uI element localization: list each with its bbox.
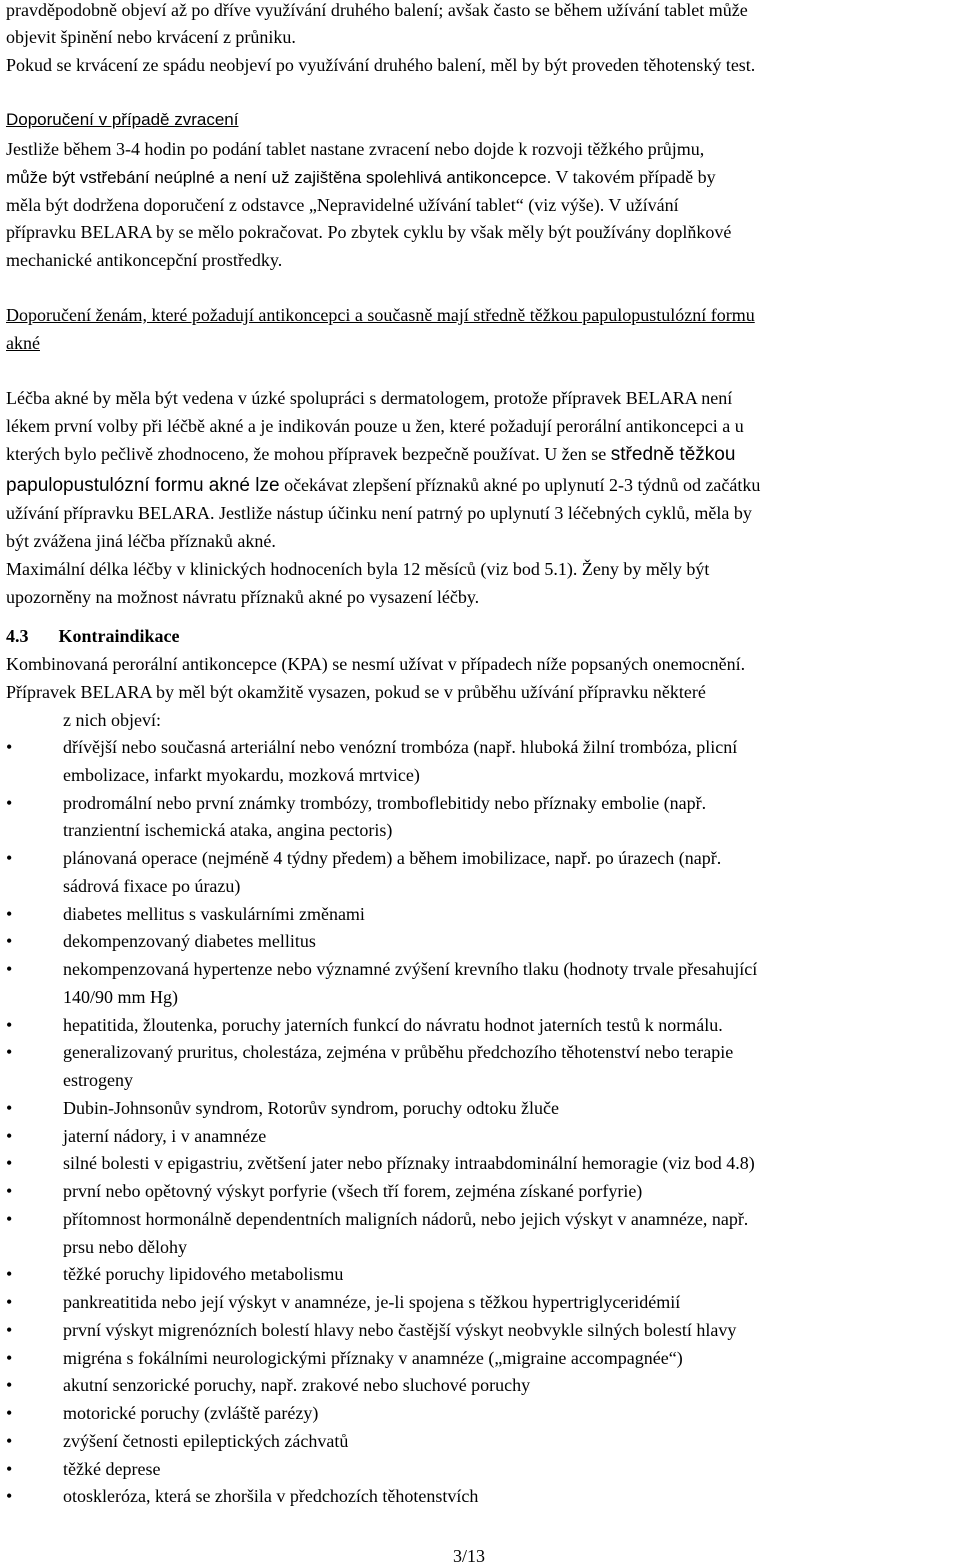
list-item: nekompenzovaná hypertenze nebo významné zvýšení krevního tlaku (hodnoty trvale přesahující [63,959,758,979]
paragraph-line: z nich objeví: [63,710,161,730]
bullet-icon: • [6,1292,13,1312]
list-item: akutní senzorické poruchy, např. zrakové nebo sluchové poruchy [63,1375,531,1396]
bullet-icon: • [6,1347,13,1368]
list-item-continuation: embolizace, infarkt myokardu, mozková mrtvice) [63,764,420,785]
bullet-icon: • [6,1097,13,1118]
bullet-icon: • [6,848,13,868]
bullet-icon: • [6,792,13,813]
paragraph-fragment: Po zbytek cyklu by však měly být používány doplňkové [322,222,732,242]
list-item: dekompenzovaný diabetes mellitus [63,931,316,952]
intro-line: pravděpodobně objeví až po dříve využívání druhého balení; avšak často se během užívání tablet může [6,0,748,20]
paragraph-line: být zvážena jiná léčba příznaků akné. [6,531,276,551]
list-item: přítomnost hormonálně dependentních maligních nádorů, nebo jejich výskyt v anamnéze, např. [63,1208,749,1229]
paragraph-fragment: přípravku BELARA by se mělo pokračovat. [6,222,323,242]
bullet-icon: • [6,1042,13,1063]
paragraph-line: Léčba akné by měla být vedena v úzké spolupráci s dermatologem, protože přípravek BELARA není [6,388,733,408]
list-item: první nebo opětovný výskyt porfyrie (všech tří forem, zejména získané porfyrie) [63,1181,643,1201]
list-item-continuation: prsu nebo dělohy [63,1236,187,1257]
list-item: Dubin-Johnsonův syndrom, Rotorův syndrom, poruchy odtoku žluče [63,1097,559,1118]
list-item: motorické poruchy (zvláště parézy) [63,1403,319,1423]
list-item: otoskleróza, která se zhoršila v předchozích těhotenstvích [63,1486,479,1507]
bullet-icon: • [6,903,13,924]
paragraph-fragment: V takovém případě by [551,167,716,187]
list-item: dřívější nebo současná arteriální nebo venózní trombóza (např. hluboká žilní trombóza, plicní [63,737,738,757]
paragraph-line [6,475,760,496]
list-item: silné bolesti v epigastriu, zvětšení jater nebo příznaky intraabdominální hemoragie (viz bod 4.8) [63,1153,755,1174]
bullet-icon: • [6,1375,13,1396]
paragraph-line [6,444,735,465]
paragraph-fragment: kterých bylo pečlivě zhodnoceno, že mohou přípravek bezpečně používat. U žen se [6,444,611,464]
paragraph-line [6,167,716,188]
bullet-icon: • [6,737,13,757]
list-item: generalizovaný pruritus, cholestáza, zejména v průběhu předchozího těhotenství nebo terapie [63,1042,734,1063]
bullet-icon: • [6,1319,13,1340]
paragraph-fragment: středně těžkou [610,444,736,465]
bullet-icon: • [6,1264,13,1285]
section-title: Kontraindikace [58,626,180,646]
list-item-continuation: sádrová fixace po úrazu) [63,875,241,896]
paragraph-line: lékem první volby při léčbě akné a je indikován pouze u žen, které požadují perorální antikoncepci a u [6,416,744,436]
paragraph-line: Jestliže během 3-4 hodin po podání tablet nastane zvracení nebo dojde k rozvoji těžkého průjmu, [6,139,705,159]
list-item-continuation: estrogeny [63,1070,133,1090]
intro-line: Pokud se krvácení ze spádu neobjeví po využívání druhého balení, měl by být proveden těhotenský test. [6,55,756,75]
paragraph-line: Maximální délka léčby v klinických hodnoceních byla 12 měsíců (viz bod 5.1). Ženy by měly být [6,559,710,579]
bullet-icon: • [6,1458,13,1479]
list-item: prodromální nebo první známky trombózy, tromboflebitidy nebo příznaky embolie (např. [63,792,707,813]
list-item: diabetes mellitus s vaskulárními změnami [63,903,365,924]
bullet-icon: • [6,1125,13,1146]
bullet-icon: • [6,1014,13,1035]
paragraph-fragment: může být vstřebání neúplné a není už zajištěna spolehlivá antikoncepce. [6,168,552,187]
bullet-icon: • [6,1430,13,1451]
list-item-continuation: tranzientní ischemická ataka, angina pectoris) [63,820,393,841]
paragraph-line: Kombinovaná perorální antikoncepce (KPA) se nesmí užívat v případech níže popsaných onemocnění. [6,654,746,674]
intro-line: objevit špinění nebo krvácení z průniku. [6,27,296,47]
acne-heading: akné [6,333,40,353]
bullet-icon: • [6,1403,13,1423]
section-number: 4.3 [6,626,29,646]
paragraph-line: mechanické antikoncepční prostředky. [6,250,283,270]
list-item: zvýšení četnosti epileptických záchvatů [63,1430,349,1451]
paragraph-fragment: očekávat zlepšení příznaků akné po uplynutí 2-3 týdnů od začátku [279,475,761,495]
paragraph-line [6,222,731,242]
list-item: jaterní nádory, i v anamnéze [63,1125,267,1146]
vomit-heading: Doporučení v případě zvracení [6,110,239,129]
list-item: těžké poruchy lipidového metabolismu [63,1264,344,1285]
paragraph-line: upozorněny na možnost návratu příznaků akné po vysazení léčby. [6,587,480,607]
list-item: těžké deprese [63,1458,161,1479]
bullet-icon: • [6,1181,13,1201]
paragraph-line: užívání přípravku BELARA. Jestliže nástup účinku není patrný po uplynutí 3 léčebných cyklů, měla by [6,503,752,523]
bullet-icon: • [6,959,13,979]
paragraph-line: Přípravek BELARA by měl být okamžitě vysazen, pokud se v průběhu užívání přípravku některé [6,682,706,702]
list-item: plánovaná operace (nejméně 4 týdny předem) a během imobilizace, např. po úrazech (např. [63,848,722,868]
list-item: první výskyt migrenózních bolestí hlavy nebo častější výskyt neobvykle silných bolestí hlavy [63,1319,737,1340]
page-number: 3/13 [453,1546,486,1566]
paragraph-line: měla být dodržena doporučení z odstavce „Nepravidelné užívání tablet“ (viz výše). V užívání [6,195,679,215]
bullet-icon: • [6,1153,13,1174]
list-item-continuation: 140/90 mm Hg) [63,986,178,1007]
bullet-icon: • [6,931,13,952]
section-heading [6,626,180,646]
bullet-icon: • [6,1208,13,1229]
list-item: hepatitida, žloutenka, poruchy jaterních funkcí do návratu hodnot jaterních testů k normálu. [63,1014,723,1035]
list-item: migréna s fokálními neurologickými příznaky v anamnéze („migraine accompagnée“) [63,1347,683,1368]
list-item: pankreatitida nebo její výskyt v anamnéze, je-li spojena s těžkou hypertriglyceridémií [63,1292,681,1312]
bullet-icon: • [6,1486,13,1507]
acne-heading: Doporučení ženám, které požadují antikoncepci a současně mají středně těžkou papulopustulózní formu [6,305,755,325]
paragraph-fragment: papulopustulózní formu akné lze [6,475,280,496]
